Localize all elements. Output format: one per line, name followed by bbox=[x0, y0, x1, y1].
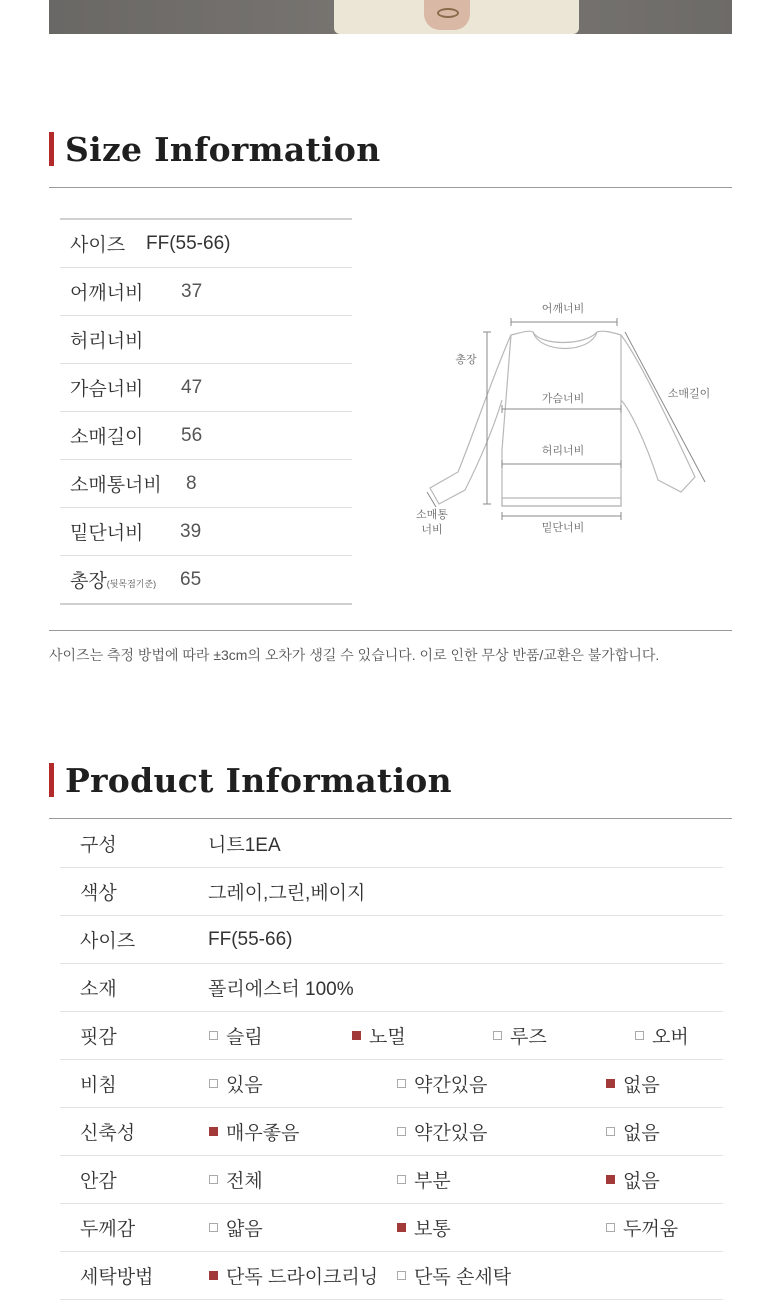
product-row bbox=[60, 868, 723, 916]
product-label: 색상 bbox=[80, 883, 117, 904]
fit-option bbox=[635, 1022, 689, 1049]
product-row-stretch bbox=[60, 1108, 723, 1156]
product-label: 두께감 bbox=[80, 1219, 136, 1240]
option-text: 노멀 bbox=[369, 1027, 406, 1048]
washing-option bbox=[209, 1262, 378, 1289]
size-row bbox=[60, 315, 352, 363]
checkbox-icon bbox=[606, 1127, 615, 1136]
size-value: 8 bbox=[186, 472, 197, 494]
fit-option bbox=[209, 1022, 263, 1049]
product-label: 사이즈 bbox=[80, 931, 136, 952]
size-value: FF(55-66) bbox=[146, 232, 231, 254]
heading-accent-bar bbox=[49, 763, 54, 797]
size-value: 39 bbox=[180, 520, 202, 542]
size-value: 37 bbox=[181, 280, 203, 302]
product-value: FF(55-66) bbox=[208, 928, 293, 950]
product-value: 폴리에스터 100% bbox=[208, 979, 354, 1000]
product-photo bbox=[49, 0, 732, 34]
product-info-heading bbox=[49, 762, 452, 798]
checkbox-icon bbox=[209, 1079, 218, 1088]
fit-option bbox=[493, 1022, 547, 1049]
product-label: 안감 bbox=[80, 1171, 117, 1192]
checkbox-icon bbox=[606, 1079, 615, 1088]
product-row-fit bbox=[60, 1012, 723, 1060]
checkbox-icon bbox=[209, 1031, 218, 1040]
diagram-label-waist: 허리너비 bbox=[541, 445, 585, 457]
product-row-sheerness bbox=[60, 1060, 723, 1108]
diagram-label-sleeve-length: 소매길이 bbox=[667, 388, 711, 400]
thickness-option bbox=[606, 1214, 678, 1241]
option-text: 매우좋음 bbox=[226, 1123, 300, 1144]
diagram-label-length: 총장 bbox=[455, 354, 477, 366]
ring-image bbox=[437, 8, 459, 18]
size-info-heading bbox=[49, 131, 381, 167]
diagram-label-shoulder: 어깨너비 bbox=[541, 303, 585, 315]
checkbox-icon bbox=[606, 1175, 615, 1184]
sheerness-option bbox=[209, 1070, 263, 1097]
size-label: 허리너비 bbox=[70, 331, 144, 352]
checkbox-icon bbox=[397, 1079, 406, 1088]
product-row-thickness bbox=[60, 1204, 723, 1252]
size-label: 소매통너비 bbox=[70, 475, 162, 496]
option-text: 슬림 bbox=[226, 1027, 263, 1048]
checkbox-icon bbox=[352, 1031, 361, 1040]
checkbox-icon bbox=[397, 1223, 406, 1232]
option-text: 오버 bbox=[652, 1027, 689, 1048]
product-info-title: Product Information bbox=[65, 760, 452, 800]
checkbox-icon bbox=[209, 1223, 218, 1232]
product-row-washing bbox=[60, 1252, 723, 1300]
diagram-label-chest: 가슴너비 bbox=[541, 393, 585, 405]
size-row bbox=[60, 267, 352, 315]
product-value: 그레이,그린,베이지 bbox=[208, 883, 366, 904]
option-text: 단독 드라이크리닝 bbox=[226, 1267, 379, 1288]
sheerness-option bbox=[397, 1070, 487, 1097]
product-row bbox=[60, 820, 723, 868]
thickness-option bbox=[209, 1214, 263, 1241]
lining-option bbox=[209, 1166, 263, 1193]
size-label: 가슴너비 bbox=[70, 379, 144, 400]
size-label: 소매길이 bbox=[70, 427, 144, 448]
option-text: 전체 bbox=[226, 1171, 263, 1192]
sheerness-option bbox=[606, 1070, 660, 1097]
divider bbox=[49, 630, 732, 631]
size-row bbox=[60, 459, 352, 507]
option-text: 두꺼움 bbox=[623, 1219, 679, 1240]
size-label: 밑단너비 bbox=[70, 523, 144, 544]
product-label: 핏감 bbox=[80, 1027, 117, 1048]
diagram-label-sleeve-width: 소매통 bbox=[416, 509, 448, 521]
size-disclaimer: 사이즈는 측정 방법에 따라 ±3cm의 오차가 생길 수 있습니다. 이로 인한 무상 반품/교환은 불가합니다. bbox=[49, 647, 660, 663]
checkbox-icon bbox=[209, 1271, 218, 1280]
size-label: 사이즈 bbox=[70, 235, 126, 256]
stretch-option bbox=[209, 1118, 299, 1145]
divider bbox=[49, 187, 732, 188]
product-label: 소재 bbox=[80, 979, 117, 1000]
size-label bbox=[60, 566, 180, 593]
option-text: 약간있음 bbox=[414, 1075, 488, 1096]
fit-option bbox=[352, 1022, 406, 1049]
product-label: 신축성 bbox=[80, 1123, 136, 1144]
size-info-title: Size Information bbox=[65, 129, 381, 169]
washing-option bbox=[397, 1262, 511, 1289]
diagram-label-hem: 밑단너비 bbox=[541, 522, 585, 534]
size-value: 56 bbox=[181, 424, 203, 446]
heading-accent-bar bbox=[49, 132, 54, 166]
checkbox-icon bbox=[397, 1127, 406, 1136]
size-label: 어깨너비 bbox=[70, 283, 144, 304]
size-row bbox=[60, 363, 352, 411]
size-table bbox=[60, 218, 352, 605]
checkbox-icon bbox=[209, 1175, 218, 1184]
option-text: 없음 bbox=[623, 1171, 660, 1192]
diagram-label-sleeve-width-2: 너비 bbox=[421, 524, 443, 536]
size-diagram bbox=[405, 290, 725, 550]
option-text: 보통 bbox=[414, 1219, 451, 1240]
diagram-labels bbox=[416, 301, 710, 536]
checkbox-icon bbox=[397, 1175, 406, 1184]
option-text: 얇음 bbox=[226, 1219, 263, 1240]
option-text: 없음 bbox=[623, 1075, 660, 1096]
divider bbox=[49, 818, 732, 819]
checkbox-icon bbox=[493, 1031, 502, 1040]
size-row bbox=[60, 507, 352, 555]
lining-option bbox=[397, 1166, 451, 1193]
product-label: 세탁방법 bbox=[80, 1267, 154, 1288]
option-text: 단독 손세탁 bbox=[414, 1267, 512, 1288]
stretch-option bbox=[606, 1118, 660, 1145]
thickness-option bbox=[397, 1214, 451, 1241]
checkbox-icon bbox=[397, 1271, 406, 1280]
option-text: 없음 bbox=[623, 1123, 660, 1144]
size-value: 47 bbox=[181, 376, 203, 398]
option-text: 루즈 bbox=[510, 1027, 547, 1048]
checkbox-icon bbox=[635, 1031, 644, 1040]
checkbox-icon bbox=[606, 1223, 615, 1232]
size-row bbox=[60, 555, 352, 605]
option-text: 약간있음 bbox=[414, 1123, 488, 1144]
option-text: 있음 bbox=[226, 1075, 263, 1096]
size-label-note: (뒷목점기준) bbox=[106, 579, 157, 589]
size-label-text: 총장 bbox=[70, 571, 107, 592]
product-row-lining bbox=[60, 1156, 723, 1204]
product-table bbox=[60, 820, 723, 1300]
size-value: 65 bbox=[180, 568, 202, 590]
stretch-option bbox=[397, 1118, 487, 1145]
checkbox-icon bbox=[209, 1127, 218, 1136]
lining-option bbox=[606, 1166, 660, 1193]
product-label: 비침 bbox=[80, 1075, 117, 1096]
option-text: 부분 bbox=[414, 1171, 451, 1192]
product-row bbox=[60, 916, 723, 964]
product-value: 니트1EA bbox=[208, 835, 281, 856]
product-label: 구성 bbox=[80, 835, 117, 856]
size-row bbox=[60, 218, 352, 267]
product-row bbox=[60, 964, 723, 1012]
size-row bbox=[60, 411, 352, 459]
